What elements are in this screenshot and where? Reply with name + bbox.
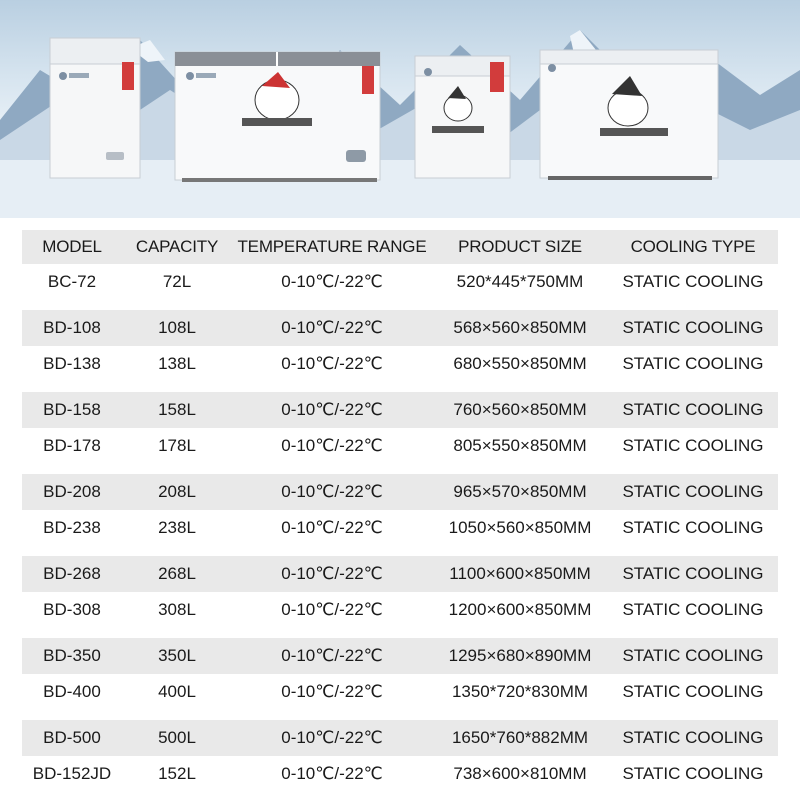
- cell-size: 680×550×850MM: [453, 354, 587, 373]
- cell-model: BD-500: [43, 728, 101, 747]
- cell-size: 1295×680×890MM: [448, 646, 592, 665]
- freezer-medium: [415, 56, 510, 178]
- cell-size: 760×560×850MM: [453, 400, 587, 419]
- cell-model: BD-238: [43, 518, 101, 537]
- cell-capacity: 178L: [158, 436, 196, 455]
- cell-temperature: 0-10℃/-22℃: [281, 682, 383, 701]
- cell-temperature: 0-10℃/-22℃: [281, 354, 383, 373]
- cell-size: 520*445*750MM: [456, 272, 584, 291]
- cell-cooling: STATIC COOLING: [622, 728, 764, 747]
- cell-cooling: STATIC COOLING: [622, 518, 764, 537]
- cell-temperature: 0-10℃/-22℃: [281, 318, 383, 337]
- cell-capacity: 268L: [158, 564, 196, 583]
- header-product-size: PRODUCT SIZE: [458, 237, 582, 256]
- table-row: [22, 346, 778, 382]
- cell-capacity: 400L: [158, 682, 196, 701]
- cell-model: BD-308: [43, 600, 101, 619]
- spec-table: [22, 230, 778, 792]
- cell-capacity: 158L: [158, 400, 196, 419]
- cell-capacity: 108L: [158, 318, 196, 337]
- cell-model: BD-138: [43, 354, 101, 373]
- cell-size: 1100×600×850MM: [449, 564, 591, 583]
- cell-size: 965×570×850MM: [453, 482, 587, 501]
- table-row: [22, 510, 778, 546]
- cell-size: 1350*720*830MM: [451, 682, 589, 701]
- cell-model: BD-108: [43, 318, 101, 337]
- table-row: [22, 756, 778, 792]
- freezer-double-door: [175, 52, 380, 182]
- table-row: [22, 392, 778, 428]
- cell-size: 805×550×850MM: [453, 436, 587, 455]
- cell-capacity: 208L: [158, 482, 196, 501]
- cell-capacity: 138L: [158, 354, 196, 373]
- cell-temperature: 0-10℃/-22℃: [281, 272, 383, 291]
- header-cooling-type: COOLING TYPE: [630, 237, 756, 256]
- cell-capacity: 350L: [158, 646, 196, 665]
- table-row: [22, 638, 778, 674]
- cell-temperature: 0-10℃/-22℃: [281, 764, 383, 783]
- cell-model: BD-152JD: [32, 764, 112, 783]
- cell-temperature: 0-10℃/-22℃: [281, 518, 383, 537]
- cell-temperature: 0-10℃/-22℃: [281, 482, 383, 501]
- cell-cooling: STATIC COOLING: [622, 354, 764, 373]
- cell-cooling: STATIC COOLING: [622, 482, 764, 501]
- cell-capacity: 500L: [158, 728, 196, 747]
- cell-capacity: 238L: [158, 518, 196, 537]
- cell-capacity: 308L: [158, 600, 196, 619]
- cell-temperature: 0-10℃/-22℃: [281, 400, 383, 419]
- cell-model: BD-178: [43, 436, 101, 455]
- cell-model: BD-158: [43, 400, 101, 419]
- cell-cooling: STATIC COOLING: [622, 318, 764, 337]
- table-row: [22, 592, 778, 628]
- table-row: [22, 556, 778, 592]
- product-banner: [0, 0, 800, 218]
- cell-cooling: STATIC COOLING: [622, 400, 764, 419]
- cell-cooling: STATIC COOLING: [622, 564, 764, 583]
- freezer-small: [50, 38, 140, 178]
- freezer-large: [540, 50, 718, 180]
- cell-model: BC-72: [47, 272, 97, 291]
- cell-cooling: STATIC COOLING: [622, 764, 764, 783]
- cell-model: BD-268: [43, 564, 101, 583]
- cell-model: BD-350: [43, 646, 101, 665]
- cell-cooling: STATIC COOLING: [622, 682, 764, 701]
- header-capacity: CAPACITY: [135, 237, 219, 256]
- table-row: [22, 264, 778, 300]
- table-row: [22, 428, 778, 464]
- cell-model: BD-208: [43, 482, 101, 501]
- cell-temperature: 0-10℃/-22℃: [281, 564, 383, 583]
- cell-cooling: STATIC COOLING: [622, 646, 764, 665]
- cell-cooling: STATIC COOLING: [622, 436, 764, 455]
- cell-capacity: 72L: [162, 272, 192, 291]
- table-row: [22, 720, 778, 756]
- cell-capacity: 152L: [158, 764, 196, 783]
- cell-cooling: STATIC COOLING: [622, 600, 764, 619]
- cell-size: 738×600×810MM: [453, 764, 587, 783]
- table-header-row: [22, 230, 778, 264]
- header-model: MODEL: [42, 237, 102, 256]
- cell-temperature: 0-10℃/-22℃: [281, 646, 383, 665]
- cell-size: 1650*760*882MM: [451, 728, 589, 747]
- header-temperature-range: TEMPERATURE RANGE: [237, 237, 427, 256]
- table-row: [22, 474, 778, 510]
- banner-illustration: [0, 0, 800, 218]
- cell-temperature: 0-10℃/-22℃: [281, 436, 383, 455]
- cell-size: 1200×600×850MM: [448, 600, 592, 619]
- cell-temperature: 0-10℃/-22℃: [281, 728, 383, 747]
- cell-model: BD-400: [43, 682, 101, 701]
- cell-cooling: STATIC COOLING: [622, 272, 764, 291]
- table-row: [22, 674, 778, 710]
- cell-size: 568×560×850MM: [453, 318, 587, 337]
- cell-temperature: 0-10℃/-22℃: [281, 600, 383, 619]
- cell-size: 1050×560×850MM: [448, 518, 592, 537]
- table-row: [22, 310, 778, 346]
